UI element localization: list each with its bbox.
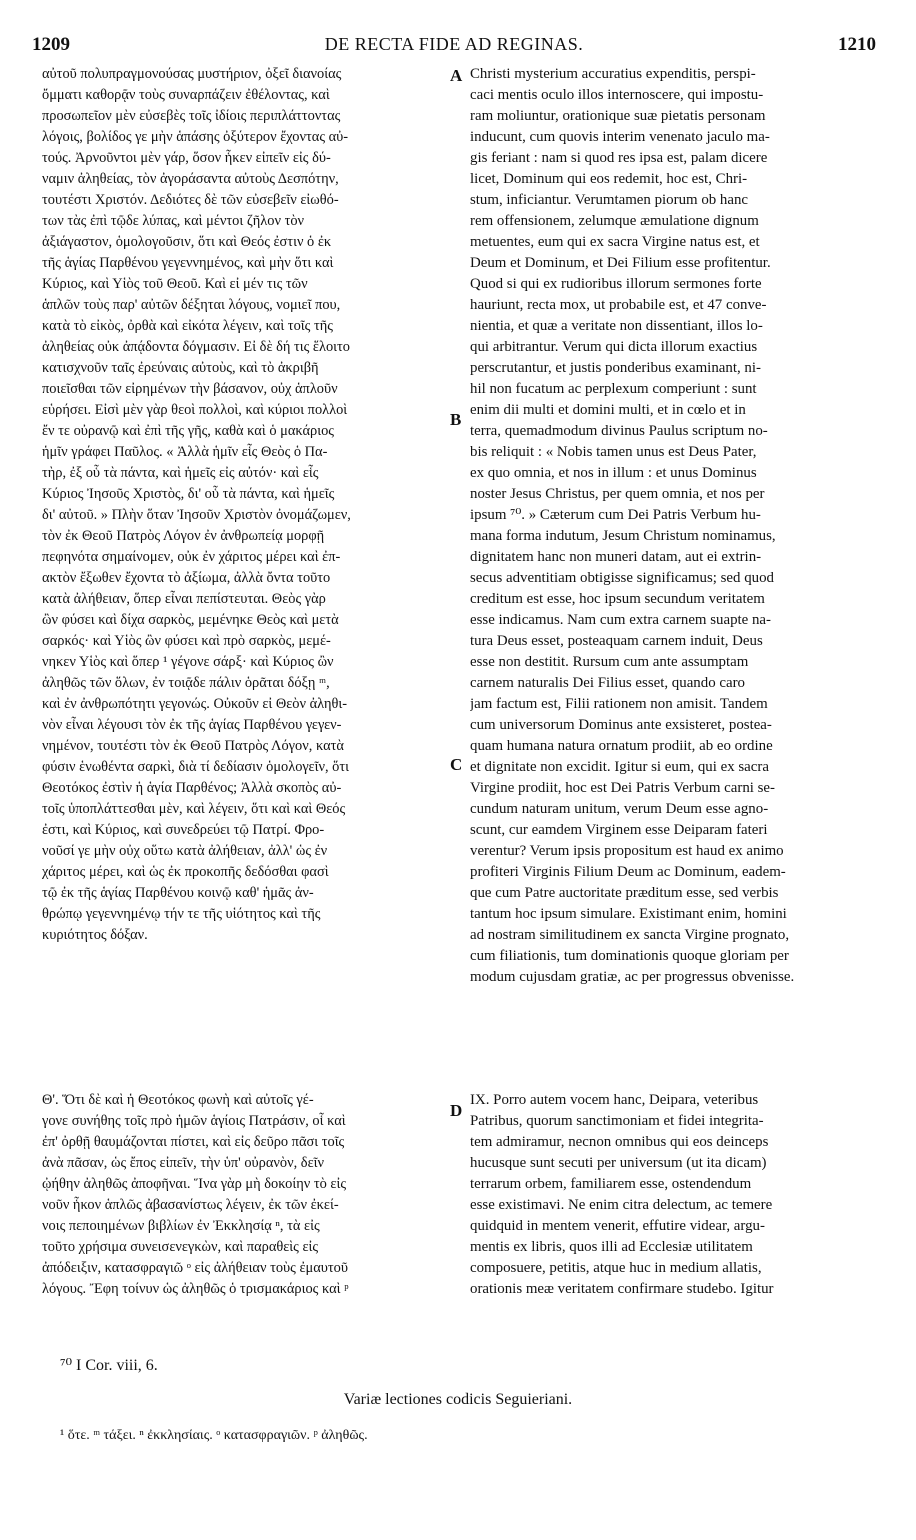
text-line: κατὰ τὸ εἰκὸς, ὀρθὰ καὶ εἰκότα λέγειν, καὶ τοῖς τῆς — [42, 318, 333, 334]
text-line: verentur? Verum ipsis propositum est haud ex animo — [470, 843, 784, 859]
text-line: quam humana natura ornatum prodiit, ab eo ordine — [470, 738, 773, 754]
text-line: νηκεν Υἱὸς καὶ ὅπερ ¹ γέγονε σάρξ· καὶ Κύριος ὢν — [42, 654, 334, 670]
greek-column — [42, 64, 446, 946]
text-line: caci mentis oculo illos internoscere, qui impostu- — [470, 87, 764, 103]
left-column-number: 1209 — [32, 34, 70, 55]
text-line: κατὰ ἀλήθειαν, ὅπερ εἶναι πεπίστευται. Θεὸς γὰρ — [42, 591, 326, 607]
right-column-number: 1210 — [838, 34, 876, 55]
text-line: Κύριος Ἰησοῦς Χριστὸς, δι' οὗ τὰ πάντα, καὶ ἡμεῖς — [42, 486, 335, 502]
text-line: σαρκός· καὶ Υἱὸς ὢν φύσει καὶ πρὸ σαρκὸς, μεμέ- — [42, 633, 331, 649]
latin-column-section-ix — [470, 1090, 880, 1300]
text-line: mana forma indutum, Jesum Christum nominamus, — [470, 528, 776, 544]
greek-column-section-ix — [42, 1090, 446, 1300]
text-line: terrarum orbem, familiarem esse, ostendendum — [470, 1176, 752, 1192]
text-line: ipsum ⁷⁰. » Cæterum cum Dei Patris Verbum hu- — [470, 507, 761, 523]
text-line: tem admiramur, necnon omnibus qui eos deinceps — [470, 1134, 769, 1150]
text-line: quidquid in mentem venerit, effutire videar, argu- — [470, 1218, 765, 1234]
text-line: λόγοις, βολίδος γε μὴν ἁπάσης ὀξύτερον ἔχοντας αὐ- — [42, 129, 349, 145]
text-line: orationis meæ veritatem confirmare studebo. Igitur — [470, 1281, 774, 1297]
section-marker-c: C — [450, 755, 463, 774]
text-line: mentis ex libris, quos illi ad Ecclesiæ utilitatem — [470, 1239, 753, 1255]
text-line: εὑρήσει. Εἰσὶ μὲν γὰρ θεοὶ πολλοὶ, καὶ κύριοι πολλοὶ — [42, 402, 348, 418]
text-line: ἀπόδειξιν, κατασφραγιῶ ᵒ εἰς ἀλήθειαν τοὺς ἐμαυτοῦ — [42, 1260, 349, 1276]
text-line: terra, quemadmodum divinus Paulus scriptum no- — [470, 423, 768, 439]
text-line: ακτὸν ἔξωθεν ἔχοντα τὸ ἀξίωμα, ἀλλὰ ὄντα τοῦτο — [42, 570, 331, 586]
text-line: Κύριος, καὶ Υἱὸς τοῦ Θεοῦ. Καὶ εἰ μέν τις τῶν — [42, 276, 308, 292]
text-line: modum cujusdam gratiæ, ac per progressus obvenisse. — [470, 969, 795, 985]
text-line: tura Deus esset, posteaquam carnem induit, Deus — [470, 633, 763, 649]
text-line: ἐπ' ὀρθῇ θαυμάζονται πίστει, καὶ εἰς δεῦρο πᾶσι τοῖς — [42, 1134, 345, 1150]
variae-lectiones-title: Variæ lectiones codicis Seguieriani. — [343, 1391, 573, 1408]
text-line: κυριότητος δόξαν. — [42, 927, 148, 943]
text-line: gis feriant : nam si quod res ipsa est, palam dicere — [470, 150, 768, 166]
text-line: perscrutantur, et justis ponderibus examinant, ni- — [470, 360, 761, 376]
text-line: noster Jesus Christus, per quem omnia, et nos per — [470, 486, 765, 502]
text-line: τοῖς ὑποπλάττεσθαι μὲν, καὶ λέγειν, ὅτι καὶ καὶ Θεός — [42, 801, 346, 817]
text-line: inducunt, cum quovis interim venenato jaculo ma- — [470, 129, 770, 145]
text-line: κατισχνοῦν ταῖς ἐρεύναις αὐτοὺς, καὶ τὸ ἀκριβῆ — [42, 360, 319, 376]
text-line: χάριτος μέρει, καὶ ὡς ἐκ προκοπῆς δεδόσθαι φασὶ — [42, 864, 329, 880]
text-line: esse existimavi. Ne enim citra delectum, ac temere — [470, 1197, 773, 1213]
text-line: hucusque sunt secuti per universum (ut ita dicam) — [470, 1155, 767, 1171]
text-line: τῷ ἐκ τῆς ἁγίας Παρθένου κοινῷ καθ' ἡμᾶς ἀν- — [42, 885, 314, 901]
text-line: esse non destitit. Rursum cum ante assumptam — [470, 654, 749, 670]
text-line: cundum naturam unitum, verum Deum esse agno- — [470, 801, 769, 817]
text-line: νὸν εἶναι λέγουσι τὸν ἐκ τῆς ἁγίας Παρθένου γεγεν- — [42, 717, 342, 733]
text-line: Θεοτόκος ἐστὶν ἡ ἁγία Παρθένος; Ἀλλὰ σκοπὸς αὐ- — [42, 780, 342, 796]
text-line: των τὰς ἐπὶ τῷδε λύπας, καὶ μέντοι ζῆλον τὸν — [42, 213, 305, 229]
text-line: ἀνὰ πᾶσαν, ὡς ἔπος εἰπεῖν, τὴν ὑπ' οὐρανὸν, δεῖν — [42, 1155, 324, 1171]
text-line: ἁπλῶν τοὺς παρ' αὐτῶν δέξηται λόγους, νομιεῖ που, — [42, 297, 341, 313]
text-line: δι' αὐτοῦ. » Πλὴν ὅταν Ἰησοῦν Χριστὸν ὀνομάζωμεν, — [42, 507, 351, 523]
text-line: licet, Dominum qui eos redemit, hoc est, Chri- — [470, 171, 748, 187]
text-line: tantum hoc ipsum simulare. Existimant enim, homini — [470, 906, 787, 922]
text-line: secus adventitiam obtigisse significamus; sed quod — [470, 570, 774, 586]
text-line: Patribus, quorum sanctimoniam et fidei integrita- — [470, 1113, 764, 1129]
page-header — [32, 34, 876, 58]
text-line: ᾠήθην ἀληθῶς ἀποφῆναι. Ἵνα γὰρ μὴ δοκοίην τὸ εἰς — [42, 1176, 347, 1192]
text-line: bis reliquit : « Nobis tamen unus est Deus Pater, — [470, 444, 757, 460]
text-line: rem offensionem, zelumque æmulatione dignum — [470, 213, 759, 229]
text-line: profiteri Virginis Filium Deum ac Dominum, eadem- — [470, 864, 786, 880]
latin-column — [470, 64, 880, 988]
variae-lectiones: ¹ ὅτε. ᵐ τάξει. ⁿ ἐκκλησίαις. ᵒ κατασφραγιῶν. ᵖ ἀληθῶς. — [60, 1428, 368, 1443]
text-line: ἡμῖν γράφει Παῦλος. « Ἀλλὰ ἡμῖν εἷς Θεὸς ὁ Πα- — [42, 444, 328, 460]
text-line: esse indicamus. Nam cum extra carnem suapte na- — [470, 612, 772, 628]
text-line: λόγους. Ἔφη τοίνυν ὡς ἀληθῶς ὁ τρισμακάριος καὶ ᵖ — [42, 1281, 349, 1297]
text-line: ὢν φύσει καὶ δίχα σαρκὸς, μεμένηκε Θεὸς καὶ μετὰ — [42, 612, 339, 628]
text-line: ἀληθείας οὐκ ἀπᾴδοντα δόγμασιν. Εἰ δὲ δή τις ἕλοιτο — [42, 339, 351, 355]
text-line: hauriunt, recta mox, ut probabile est, et 47 conve- — [470, 297, 767, 313]
text-line: Christi mysterium accuratius expenditis, perspi- — [470, 66, 756, 82]
text-line: νοις πεποιημένων βιβλίων ἐν Ἐκκλησίᾳ ⁿ, τὰ εἰς — [42, 1218, 320, 1234]
text-line: scunt, cur eamdem Virginem esse Deiparam fateri — [470, 822, 768, 838]
text-line: γονε συνήθης τοῖς πρὸ ἡμῶν ἁγίοις Πατράσιν, οἷ καὶ — [42, 1113, 346, 1129]
text-line: ἐστι, καὶ Κύριος, καὶ συνεδρεύει τῷ Πατρί. Φρο- — [42, 822, 325, 838]
text-line: ναμιν ἀληθείας, τὸν ἀγοράσαντα αὐτοὺς Δεσπότην, — [42, 171, 339, 187]
text-line: νημένον, τουτέστι τὸν ἐκ Θεοῦ Πατρὸς Λόγον, κατὰ — [42, 738, 344, 754]
text-line: ex quo omnia, et nos in illum : et unus Dominus — [470, 465, 757, 481]
text-line: ἀξιάγαστον, ὁμολογοῦσιν, ὅτι καὶ Θεός ἐστιν ὁ ἐκ — [42, 234, 332, 250]
text-line: τούς. Ἀρνοῦντοι μὲν γάρ, ὅσον ἧκεν εἰπεῖν εἰς δύ- — [42, 150, 331, 166]
running-title: DE RECTA FIDE AD REGINAS. — [324, 34, 584, 54]
text-line: ἔν τε οὐρανῷ καὶ ἐπὶ τῆς γῆς, καθὰ καὶ ὁ μακάριος — [42, 423, 334, 439]
text-line: metuentes, eum qui ex sacra Virgine natus est, et — [470, 234, 760, 250]
text-line: jam factum est, Filii rationem non amisit. Tandem — [470, 696, 768, 712]
text-line: creditum est esse, hoc ipsum secundum veritatem — [470, 591, 765, 607]
text-line: ad nostram similitudinem ex sancta Virgine prognato, — [470, 927, 790, 943]
section-marker-b: B — [450, 410, 462, 429]
text-line: Θ'. Ὅτι δὲ καὶ ἡ Θεοτόκος φωνὴ καὶ αὐτοῖς γέ- — [42, 1092, 314, 1108]
text-line: IX. Porro autem vocem hanc, Deipara, veteribus — [470, 1092, 759, 1108]
text-line: nientia, et quæ a veritate non dissentiant, illos lo- — [470, 318, 763, 334]
text-line: ὄμματι καθορᾷν τοὺς συναρπάζειν ἐθέλοντας, καὶ — [42, 87, 330, 103]
text-line: dignitatem hanc non muneri datam, aut ei extrin- — [470, 549, 762, 565]
section-marker-d: D — [450, 1101, 463, 1120]
text-line: enim dii multi et domini multi, et in cœlo et in — [470, 402, 746, 418]
footnote: ⁷⁰ I Cor. viii, 6. — [60, 1357, 158, 1374]
text-line: ἀληθῶς τῶν ὅλων, ἐν τοιᾷδε πάλιν ὁρᾶται δόξῃ ᵐ, — [42, 675, 330, 691]
text-line: carnem naturalis Dei Filius esset, quando caro — [470, 675, 745, 691]
text-line: τὴρ, ἐξ οὗ τὰ πάντα, καὶ ἡμεῖς εἰς αὐτόν· καὶ εἷς — [42, 465, 319, 481]
text-line: προσωπεῖον μὲν εὐσεβὲς τοῖς ἰδίοις περιπλάττοντας — [42, 108, 341, 124]
text-line: πεφηνότα σημαίνομεν, οὐκ ἐν χάριτος μέρει καὶ ἐπ- — [42, 549, 341, 565]
text-line: Quod si qui ex rudioribus illorum sermones forte — [470, 276, 762, 292]
text-line: composuere, petitis, atque huc in medium allatis, — [470, 1260, 762, 1276]
text-line: τοῦτο χρήσιμα συνεισενεγκὼν, καὶ παραθεὶς εἰς — [42, 1239, 319, 1255]
text-line: νοῦσί γε μὴν οὐχ οὕτω κατὰ ἀλήθειαν, ἀλλ' ὡς ἐν — [42, 843, 328, 859]
text-line: ποιεῖσθαι τῶν εἰρημένων τὴν βάσανον, οὐχ ἁπλοῦν — [42, 381, 338, 397]
text-line: cum universorum Dominus ante exsisteret, postea- — [470, 717, 772, 733]
text-line: cum filiationis, tum dominationis quoque gloriam per — [470, 948, 789, 964]
text-line: Deum et Dominum, et Dei Filium esse profitentur. — [470, 255, 771, 271]
text-line: τῆς ἁγίας Παρθένου γεγεννημένος, καὶ μὴν ὅτι καὶ — [42, 255, 334, 271]
text-line: et dignitate non excidit. Igitur si eum, qui ex sacra — [470, 759, 769, 775]
section-marker-a: A — [450, 66, 463, 85]
text-line: hil non fucatum ac perplexum comperiunt : sunt — [470, 381, 757, 397]
text-line: ram moliuntur, orationique suæ pietatis personam — [470, 108, 766, 124]
text-line: τὸν ἐκ Θεοῦ Πατρὸς Λόγον ἐν ἀνθρωπείᾳ μορφῇ — [42, 528, 325, 544]
text-line: qui arbitrantur. Verum qui dicta illorum exactius — [470, 339, 758, 355]
text-line: φύσιν ἑνωθέντα σαρκὶ, διὰ τί δεδίασιν ὁμολογεῖν, ὅτι — [42, 759, 349, 775]
text-line: καὶ ἐν ἀνθρωπότητι γεγονώς. Οὐκοῦν εἰ Θεὸν ἀληθι- — [42, 696, 348, 712]
text-line: que cum Patre auctoritate præditum esse, sed verbis — [470, 885, 779, 901]
text-line: αὐτοῦ πολυπραγμονούσας μυστήριον, ὀξεῖ διανοίας — [42, 66, 342, 82]
text-line: θρώπῳ γεγεννημένῳ τήν τε τῆς υἱότητος καὶ τῆς — [42, 906, 321, 922]
text-line: stum, inficiantur. Verumtamen piorum ob hanc — [470, 192, 749, 208]
text-line: Virgine prodiit, hoc est Dei Patris Verbum carni se- — [470, 780, 775, 796]
text-line: νοῦν ἧκον ἁπλῶς ἀβασανίστως λέγειν, ἐκ τῶν ἐκεί- — [42, 1197, 339, 1213]
text-line: τουτέστι Χριστόν. Δεδιότες δὲ τῶν εὐσεβεῖν εἰωθό- — [42, 192, 339, 208]
